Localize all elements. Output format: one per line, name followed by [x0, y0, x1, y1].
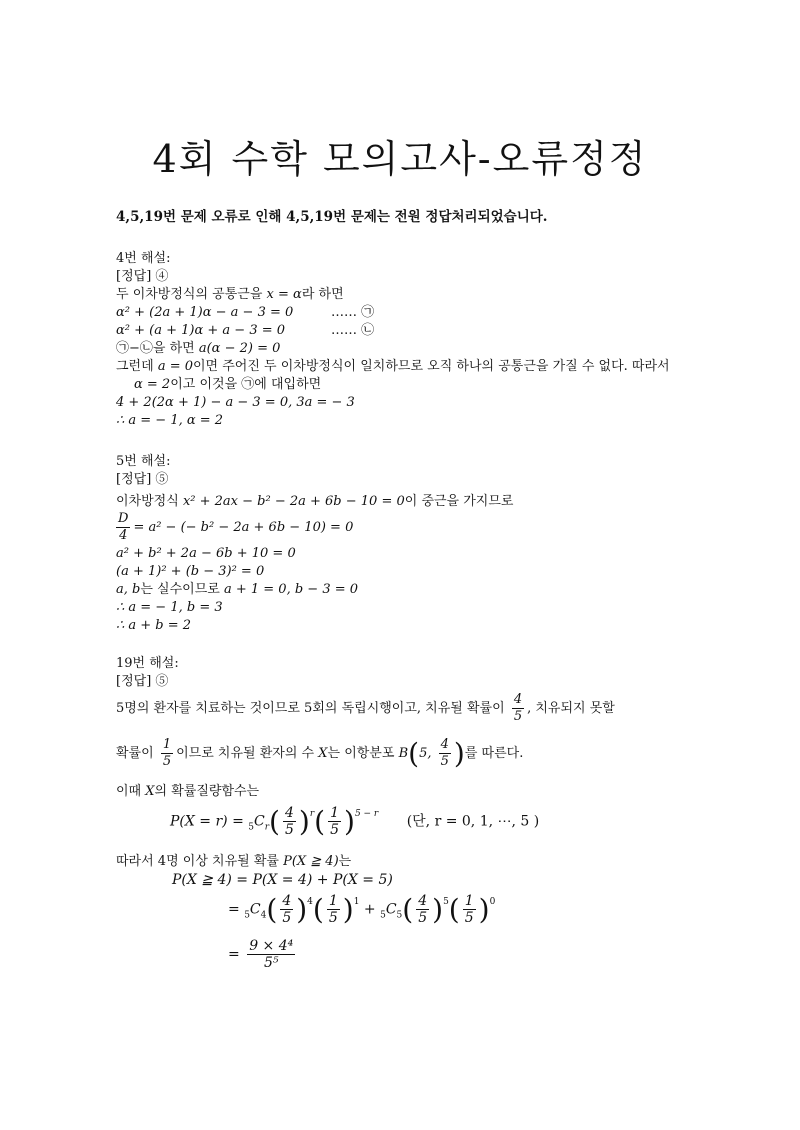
q4-heading: 4번 해설: — [116, 251, 171, 266]
q4-section — [116, 250, 670, 430]
q4-answer: [정답] ④ — [116, 269, 169, 284]
q19-heading: 19번 해설: — [116, 656, 179, 671]
q5-section — [116, 453, 513, 635]
q4-eq1: α² + (2a + 1)α − a − 3 = 0 …… ㉠ — [116, 305, 375, 320]
q5-line2: $\frac{D}{4}$ = a² − (− b² − 2a + 6b − 10) = 0 — [118, 511, 354, 543]
q19-section — [116, 655, 179, 691]
q4-line8: ∴ a = − 1, α = 2 — [116, 413, 224, 428]
notice-text: 4,5,19번 문제 오류로 인해 4,5,19번 문제는 전원 정답처리되었습니다. — [116, 209, 548, 225]
q5-line1: 이차방정식 x² + 2ax − b² − 2a + 6b − 10 = 0이 중근을 가지므로 — [116, 494, 514, 509]
page-title: 4회 수학 모의고사-오류정정 — [152, 137, 648, 181]
q19-para3: 이때 X의 확률질량함수는 — [116, 784, 260, 799]
q19-para1: 5명의 환자를 치료하는 것이므로 5회의 독립시행이고, 치유될 확률이 $\frac{4}{5}$ , 치유되지 못할 — [116, 692, 615, 724]
q4-line5: 그런데 a = 0이면 주어진 두 이차방정식이 일치하므로 오직 하나의 공통근을 가질 수 없다. 따라서 — [116, 359, 670, 374]
q5-heading: 5번 해설: — [116, 454, 171, 469]
q4-line1: 두 이차방정식의 공통근을 x = α라 하면 — [116, 287, 344, 302]
q19-step2: = $_5C_4$( $\frac{4}{5}$ )$^4$( $\frac{1}{5}$ )$^1 + _5C_5$( $\frac{4}{5}$ )$^5$( $\frac{1}{5}$ )$^0$ — [228, 893, 496, 926]
q4-eq2: α² + (a + 1)α + a − 3 = 0 …… ㉡ — [116, 323, 375, 338]
q5-line5: a, b는 실수이므로 a + 1 = 0, b − 3 = 0 — [116, 582, 359, 597]
q19-pmf: $P(X = r) = _5C_r$( $\frac{4}{5}$ )$^r$( $\frac{1}{5}$ )$^{5 - r}$ (단, r = 0, 1, ⋯, 5 ) — [170, 805, 540, 838]
q19-para4: 따라서 4명 이상 치유될 확률 P(X ≧ 4)는 — [116, 854, 352, 869]
q4-line6: α = 2이고 이것을 ㉠에 대입하면 — [134, 377, 322, 392]
q19-result: = $\frac{\text{9 × 4⁴}}{\text{5⁵}}$ — [228, 938, 294, 971]
q5-line4: (a + 1)² + (b − 3)² = 0 — [116, 564, 265, 579]
q5-line7: ∴ a + b = 2 — [116, 618, 192, 633]
q19-para2: 확률이 $\frac{1}{5}$ 이므로 치유될 환자의 수 X는 이항분포 B(5, $\frac{4}{5}$ )를 따른다. — [116, 737, 524, 770]
q5-line3: a² + b² + 2a − 6b + 10 = 0 — [116, 546, 296, 561]
q4-line7: 4 + 2(2α + 1) − a − 3 = 0, 3a = − 3 — [116, 395, 355, 410]
q19-step1: P(X ≧ 4) = P(X = 4) + P(X = 5) — [172, 872, 393, 888]
q19-answer: [정답] ⑤ — [116, 674, 169, 689]
q5-answer: [정답] ⑤ — [116, 472, 169, 487]
q4-line4: ㉠−㉡을 하면 a(α − 2) = 0 — [116, 341, 281, 356]
q5-line6: ∴ a = − 1, b = 3 — [116, 600, 223, 615]
